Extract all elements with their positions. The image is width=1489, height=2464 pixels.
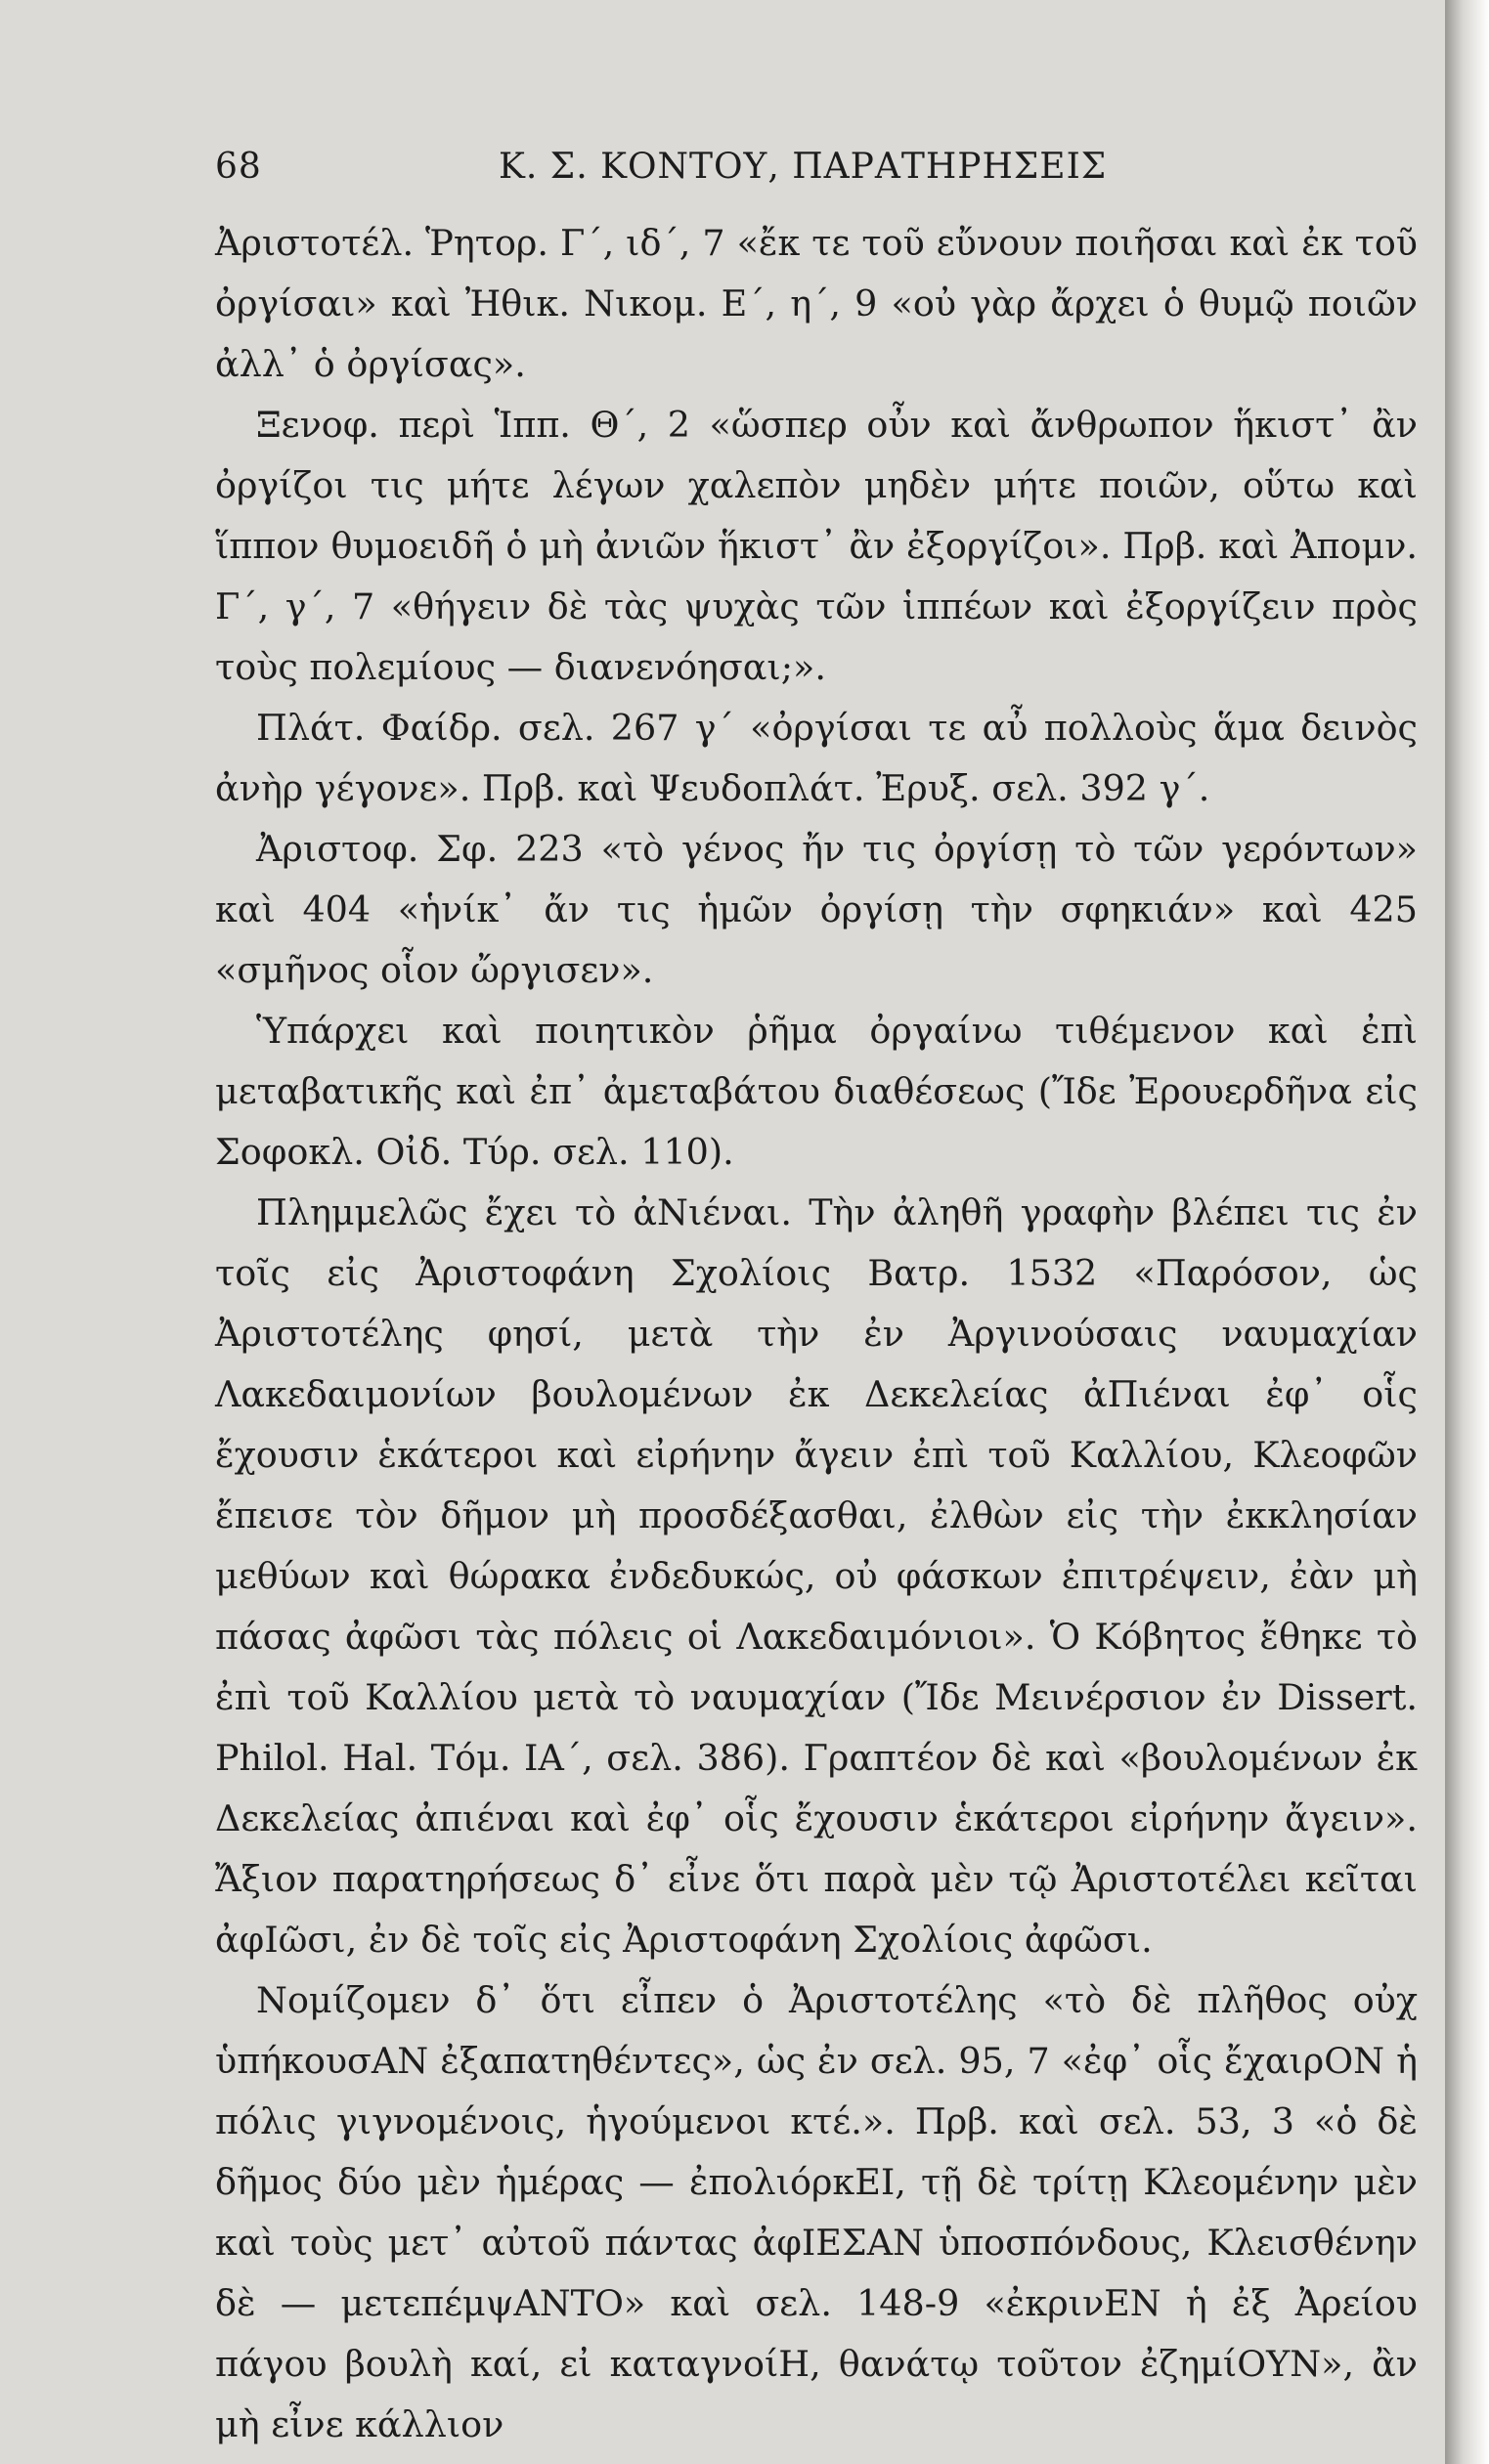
page-edge-shadow bbox=[1445, 0, 1489, 2464]
paragraph-scholia-frogs: Πλημμελῶς ἔχει τὸ ἀΝιέναι. Τὴν ἀληθῆ γραφὴν βλέπει τις ἐν τοῖς εἰς Ἀριστοφάνη Σχολίοις Βατρ. 1532 «Παρόσον, ὡς Ἀριστοτέλης φησί, μετὰ τὴν ἐν Ἀργινούσαις ναυμαχίαν Λακεδαιμονίων βουλομένων ἐκ Δεκελείας ἀΠιέναι ἐφ᾽ οἷς ἔχουσιν ἑκάτεροι καὶ εἰρήνην ἄγειν ἐπὶ τοῦ Καλλίου, Κλεοφῶν ἔπεισε τὸν δῆμον μὴ προσδέξασθαι, ἐλθὼν εἰς τὴν ἐκκλησίαν μεθύων καὶ θώρακα ἐνδεδυκώς, οὐ φάσκων ἐπιτρέψειν, ἐὰν μὴ πάσας ἀφῶσι τὰς πόλεις οἱ Λακεδαιμόνιοι». Ὁ Κόβητος ἔθηκε τὸ ἐπὶ τοῦ Καλλίου μετὰ τὸ ναυμαχίαν (Ἴδε Μεινέρσιον ἐν Dissert. Philol. Hal. Τόμ. ΙΑ΄, σελ. 386). Γραπτέον δὲ καὶ «βουλομένων ἐκ Δεκελείας ἀπιέναι καὶ ἐφ᾽ οἷς ἔχουσιν ἑκάτεροι εἰρήνην ἄγειν». Ἄξιον παρατηρήσεως δ᾽ εἶνε ὅτι παρὰ μὲν τῷ Ἀριστοτέλει κεῖται ἀφΙῶσι, ἐν δὲ τοῖς εἰς Ἀριστοφάνη Σχολίοις ἀφῶσι. bbox=[215, 1191, 1418, 1961]
paragraph-aristophanes-wasps: Ἀριστοφ. Σφ. 223 «τὸ γένος ἤν τις ὀργίσῃ τὸ τῶν γερόντων» καὶ 404 «ἡνίκ᾽ ἄν τις ἡμῶν ὀργίσῃ τὴν σφηκιάν» καὶ 425 «σμῆνος οἷον ὤργισεν». bbox=[215, 828, 1418, 991]
paragraph-conjecture: Νομίζομεν δ᾽ ὅτι εἶπεν ὁ Ἀριστοτέλης «τὸ δὲ πλῆθος οὐχ ὑπήκουσΑΝ ἐξαπατηθέντες», ὡς ἐν σελ. 95, 7 «ἐφ᾽ οἷς ἔχαιρΟΝ ἡ πόλις γιγνομένοις, ἡγούμενοι κτέ.». Πρβ. καὶ σελ. 53, 3 «ὁ δὲ δῆμος δύο μὲν ἡμέρας — ἐπολιόρκΕΙ, τῇ δὲ τρίτῃ Κλεομένην μὲν καὶ τοὺς μετ᾽ αὐτοῦ πάντας ἀφΙΕΣΑΝ ὑποσπόνδους, Κλεισθένην δὲ — μετεπέμψΑΝΤΟ» καὶ σελ. 148-9 «ἐκρινΕΝ ἡ ἐξ Ἀρείου πάγου βουλὴ καί, εἰ καταγνοίΗ, θανάτῳ τοῦτον ἐζημίΟΥΝ», ἂν μὴ εἶνε κάλλιον bbox=[215, 1979, 1418, 2445]
paragraph-xenophon: Ξενοφ. περὶ Ἱππ. Θ΄, 2 «ὥσπερ οὖν καὶ ἄνθρωπον ἥκιστ᾽ ἂν ὀργίζοι τις μήτε λέγων χαλεπὸν μηδὲν μήτε ποιῶν, οὕτω καὶ ἵππον θυμοειδῆ ὁ μὴ ἀνιῶν ἥκιστ᾽ ἂν ἐξοργίζοι». Πρβ. καὶ Ἀπομν. Γ΄, γ΄, 7 «θήγειν δὲ τὰς ψυχὰς τῶν ἱππέων καὶ ἐξοργίζειν πρὸς τοὺς πολεμίους — διανενόησαι;». bbox=[215, 404, 1418, 688]
page-body bbox=[215, 213, 1418, 2455]
page-header bbox=[215, 147, 1418, 205]
paragraph-poetic-verb: Ὑπάρχει καὶ ποιητικὸν ῥῆμα ὀργαίνω τιθέμενον καὶ ἐπὶ μεταβατικῆς καὶ ἐπ᾽ ἀμεταβάτου διαθέσεως (Ἴδε Ἐρουερδῆνα εἰς Σοφοκλ. Οἰδ. Τύρ. σελ. 110). bbox=[215, 1010, 1418, 1173]
page-number: 68 bbox=[215, 147, 262, 187]
paragraph-aristotle-rhetoric: Ἀριστοτέλ. Ῥητορ. Γ΄, ιδ΄, 7 «ἔκ τε τοῦ εὔνουν ποιῆσαι καὶ ἐκ τοῦ ὀργίσαι» καὶ Ἠθικ. Νικομ. Ε΄, η΄, 9 «οὐ γὰρ ἄρχει ὁ θυμῷ ποιῶν ἀλλ᾽ ὁ ὀργίσας». bbox=[215, 222, 1418, 385]
paragraph-plato-phaedrus: Πλάτ. Φαίδρ. σελ. 267 γ΄ «ὀργίσαι τε αὖ πολλοὺς ἅμα δεινὸς ἀνὴρ γέγονε». Πρβ. καὶ Ψευδοπλάτ. Ἐρυξ. σελ. 392 γ΄. bbox=[215, 707, 1418, 809]
running-head: Κ. Σ. ΚΟΝΤΟΥ, ΠΑΡΑΤΗΡΗΣΕΙΣ bbox=[499, 147, 1108, 187]
